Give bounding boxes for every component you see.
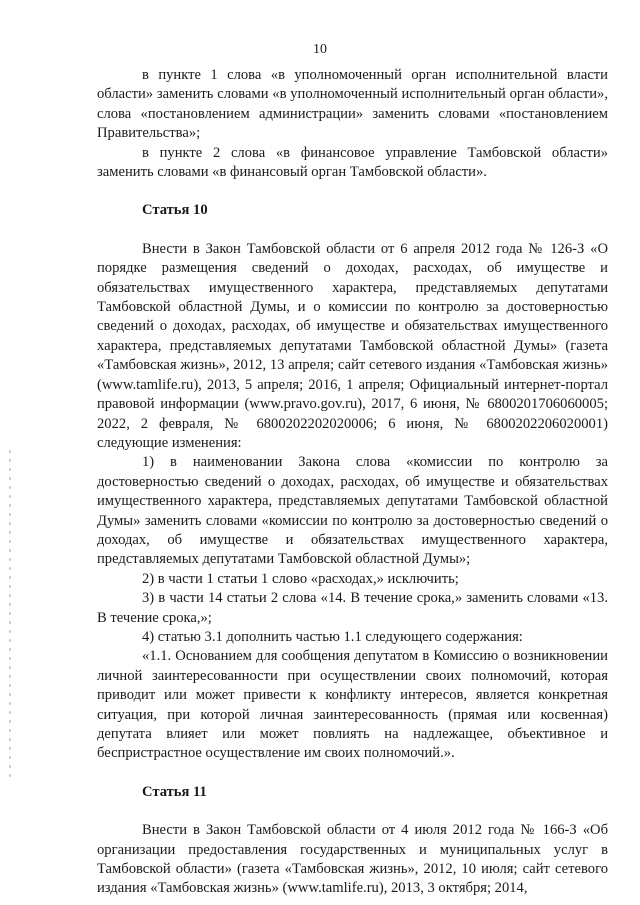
paragraph: Внести в Закон Тамбовской области от 6 апреля 2012 года № 126-З «О порядке размещения сведений о доходах, расходах, об имуществе и обязательствах имущественного характера, представляемых депутатами Тамбовской областной Думы, и о комиссии по контролю за достоверностью сведений о доходах, расходах, об имуществе и обязательствах имущественного характера, представляемых депутатами Тамбовской областной Думы» (газета «Тамбовская жизнь», 2012, 13 апреля; сайт сетевого издания «Тамбовская жизнь» (www.tamlife.ru), 2013, 5 апреля; 2016, 1 апреля; Официальный интернет-портал правовой информации (www.pravo.gov.ru), 2017, 6 июня, № 6800201706060005; 2022, 2 февраля, № 6800202202020006; 6 июня, № 6800202206020001) следующие изменения: <box>97 240 608 451</box>
document-body <box>97 66 608 899</box>
article-10-heading: Статья 10 <box>142 202 208 219</box>
paragraph: в пункте 2 слова «в финансовое управление Тамбовской области» заменить словами «в финансовый орган Тамбовской области». <box>97 144 608 181</box>
page-number: 10 <box>313 42 327 57</box>
paragraph: в пункте 1 слова «в уполномоченный орган исполнительной власти области» заменить словами «в уполномоченный исполнительный орган области», слова «постановлением администрации» заменить словами «постановлением Правительства»; <box>97 67 608 142</box>
paragraph: 1) в наименовании Закона слова «комиссии по контролю за достоверностью сведений о доходах, расходах, об имуществе и обязательствах имущественного характера, представляемых депутатами Тамбовской областной Думы» заменить словами «комиссии по контролю за достоверностью сведений о доходах, об имуществе и обязательствах имущественного характера, представляемых депутатами Тамбовской областной Думы»; <box>97 454 608 568</box>
paragraph: 3) в части 14 статьи 2 слова «14. В течение срока,» заменить словами «13. В течение срока,»; <box>97 590 608 626</box>
scan-margin-artifact <box>9 450 11 780</box>
paragraph: Внести в Закон Тамбовской области от 4 июля 2012 года № 166-З «Об организации предоставления государственных и муниципальных услуг в Тамбовской области» (газета «Тамбовская жизнь», 2012, 10 июля; сайт сетевого издания «Тамбовская жизнь» (www.tamlife.ru), 2013, 3 октября; 2014, <box>97 822 608 897</box>
article-11-heading: Статья 11 <box>142 783 207 800</box>
paragraph: 4) статью 3.1 дополнить частью 1.1 следующего содержания: <box>142 628 523 645</box>
paragraph: 2) в части 1 статьи 1 слово «расходах,» исключить; <box>142 570 459 587</box>
paragraph: «1.1. Основанием для сообщения депутатом в Комиссию о возникновении личной заинтересованности при осуществлении своих полномочий, которая приводит или может привести к конфликту интересов, является конкретная ситуация, при которой личная заинтересованность (прямая или косвенная) депутата влияет или может повлиять на надлежащее, объективное и беспристрастное осуществление им своих полномочий.». <box>97 648 608 762</box>
